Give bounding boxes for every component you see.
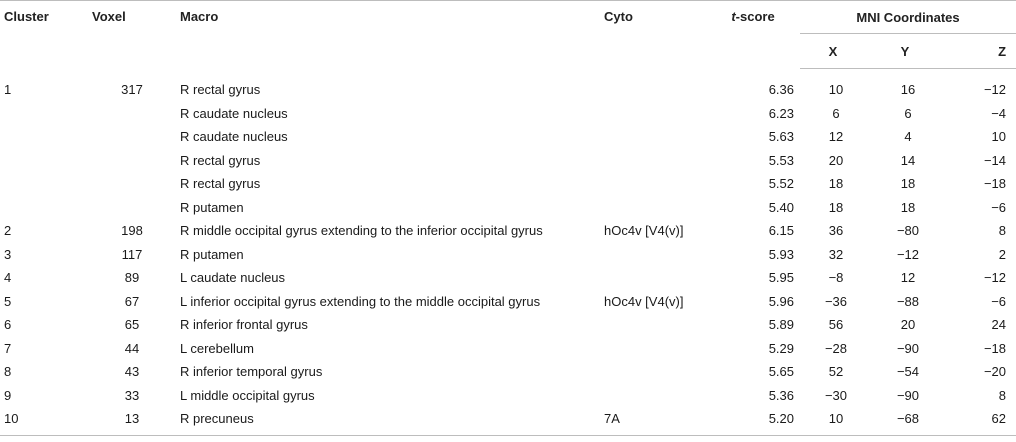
cell-y: −88 [896, 293, 920, 309]
cell-y: 18 [900, 199, 916, 215]
cell-macro: L cerebellum [180, 340, 254, 356]
cell-voxel: 13 [88, 407, 176, 435]
cell-voxel [88, 149, 176, 173]
cell-cluster: 1 [4, 82, 12, 97]
header-macro: Macro [176, 1, 600, 69]
cell-macro: R rectal gyrus [180, 82, 261, 97]
cell-cluster: 5 [4, 293, 12, 309]
cell-tscore: 5.36 [768, 387, 794, 403]
cell-voxel: 317 [121, 82, 143, 97]
header-cluster: Cluster [0, 1, 88, 69]
table-row [0, 196, 1016, 220]
cell-z: 2 [998, 246, 1007, 262]
cell-tscore: 5.95 [768, 270, 794, 286]
cell-voxel: 117 [121, 246, 143, 262]
cell-cyto [600, 172, 706, 196]
cell-macro: R inferior temporal gyrus [180, 364, 323, 380]
header-mni-coordinates: MNI Coordinates [800, 1, 1016, 34]
cell-y: −80 [896, 223, 920, 239]
header-tscore-t: t [731, 9, 736, 24]
cell-y: −90 [896, 387, 920, 403]
cell-macro: R putamen [180, 246, 244, 262]
cell-x: −28 [824, 340, 848, 356]
cell-x: 20 [828, 152, 844, 168]
cell-z: −14 [983, 152, 1007, 168]
cell-x: 10 [828, 82, 844, 98]
cell-z: 8 [998, 223, 1007, 239]
cell-tscore: 5.93 [768, 246, 794, 262]
cell-cyto [600, 360, 706, 384]
cell-z: 8 [998, 387, 1007, 403]
table-row [0, 219, 1016, 243]
table-row [0, 360, 1016, 384]
cell-voxel: 33 [124, 387, 140, 403]
table-row [0, 337, 1016, 361]
cell-x: 10 [800, 407, 872, 435]
cell-macro: R caudate nucleus [180, 129, 288, 145]
cell-z: −12 [983, 270, 1007, 286]
header-z: Z [944, 34, 1016, 69]
cell-y: −68 [872, 407, 944, 435]
cell-tscore: 5.29 [768, 340, 794, 356]
cell-z: 10 [991, 129, 1007, 145]
cell-cluster: 10 [0, 407, 88, 435]
cell-cluster [0, 102, 88, 126]
cell-y: 4 [904, 129, 912, 145]
cell-y: 18 [900, 176, 916, 192]
table-row [0, 266, 1016, 290]
cell-x: 52 [828, 364, 844, 380]
cell-x: 18 [828, 199, 844, 215]
cell-tscore: 5.63 [768, 129, 794, 145]
cell-voxel: 67 [124, 293, 140, 309]
cell-macro: L caudate nucleus [180, 270, 286, 286]
table-row [0, 290, 1016, 314]
header-y: Y [872, 34, 944, 69]
cell-cluster: 8 [4, 364, 12, 380]
header-voxel: Voxel [88, 1, 176, 69]
cell-x: −30 [824, 387, 848, 403]
cell-tscore: 5.89 [768, 317, 794, 333]
cell-cluster [0, 172, 88, 196]
table-row [0, 384, 1016, 408]
header-tscore-rest: -score [735, 9, 775, 24]
cell-x: 36 [828, 223, 844, 239]
cell-macro: R middle occipital gyrus extending to the inferior occipital gyrus [180, 223, 543, 239]
table-row [0, 243, 1016, 267]
table-row [0, 407, 1016, 435]
cell-macro: R caudate nucleus [180, 105, 288, 121]
cell-cluster [0, 196, 88, 220]
cell-cyto [600, 196, 706, 220]
cell-cyto: 7A [600, 407, 706, 435]
cell-tscore: 6.15 [768, 223, 794, 239]
cell-x: 18 [828, 176, 844, 192]
cell-z: 24 [991, 317, 1007, 333]
cell-y: 16 [900, 82, 916, 98]
cell-voxel [88, 196, 176, 220]
table-row [0, 313, 1016, 337]
header-tscore [706, 1, 800, 69]
cell-cluster: 6 [4, 317, 12, 333]
cell-z: −6 [991, 199, 1007, 215]
cell-voxel [88, 125, 176, 149]
cell-macro: R precuneus [176, 407, 600, 435]
cell-macro: R rectal gyrus [180, 176, 261, 192]
cell-tscore: 5.65 [768, 364, 794, 380]
cell-z: −12 [983, 82, 1007, 98]
cell-y: 6 [904, 105, 912, 121]
cell-cyto [600, 149, 706, 173]
cell-tscore: 5.96 [768, 293, 794, 309]
cell-cluster: 3 [4, 246, 12, 262]
cell-z: 62 [944, 407, 1016, 435]
table-header [0, 1, 1016, 69]
cell-cluster: 9 [4, 387, 12, 403]
cell-voxel: 198 [121, 223, 143, 239]
cell-tscore: 6.36 [768, 82, 794, 97]
cell-tscore: 5.20 [706, 407, 800, 435]
cell-cluster: 4 [4, 270, 12, 286]
table-row [0, 69, 1016, 102]
cell-voxel: 44 [124, 340, 140, 356]
cell-x: 12 [828, 129, 844, 145]
cell-z: −18 [983, 176, 1007, 192]
cell-cyto [600, 384, 706, 408]
cell-cyto: hOc4v [V4(v)] [604, 223, 684, 239]
cell-cluster [0, 149, 88, 173]
cell-voxel: 43 [124, 364, 140, 380]
cell-y: −54 [896, 364, 920, 380]
cell-tscore: 6.23 [768, 105, 794, 121]
cell-y: 12 [900, 270, 916, 286]
cell-voxel: 89 [124, 270, 140, 286]
cell-x: 56 [828, 317, 844, 333]
cell-y: −90 [896, 340, 920, 356]
cell-z: −18 [983, 340, 1007, 356]
cell-cyto [600, 313, 706, 337]
cell-cyto [600, 69, 706, 102]
cell-cyto [600, 266, 706, 290]
cell-x: 32 [828, 246, 844, 262]
cell-voxel [88, 172, 176, 196]
cell-y: 20 [900, 317, 916, 333]
cell-voxel: 65 [124, 317, 140, 333]
cell-cyto: hOc4v [V4(v)] [604, 293, 684, 309]
cell-cyto [600, 243, 706, 267]
cell-tscore: 5.40 [768, 199, 794, 215]
table-row [0, 172, 1016, 196]
cell-cluster [0, 125, 88, 149]
cell-cluster: 7 [4, 340, 12, 356]
cell-cyto [600, 125, 706, 149]
cell-voxel [88, 102, 176, 126]
cell-macro: R putamen [180, 199, 244, 215]
cell-macro: R rectal gyrus [180, 152, 261, 168]
cell-x: −8 [828, 270, 844, 286]
cell-tscore: 5.52 [768, 176, 794, 192]
table-body [0, 69, 1016, 436]
cell-z: −20 [983, 364, 1007, 380]
cell-cyto [600, 102, 706, 126]
cell-y: 14 [900, 152, 916, 168]
cell-cluster: 2 [4, 223, 12, 239]
header-cyto: Cyto [600, 1, 706, 69]
cell-y: −12 [896, 246, 920, 262]
table-row [0, 149, 1016, 173]
cell-z: −6 [991, 293, 1007, 309]
cell-macro: R inferior frontal gyrus [180, 317, 308, 333]
cell-z: −4 [991, 105, 1007, 121]
cell-x: 6 [832, 105, 840, 121]
cell-tscore: 5.53 [768, 152, 794, 168]
table-row [0, 102, 1016, 126]
cell-cyto [600, 337, 706, 361]
cell-macro: L middle occipital gyrus [180, 387, 315, 403]
cell-x: −36 [824, 293, 848, 309]
cell-macro: L inferior occipital gyrus extending to the middle occipital gyrus [180, 293, 541, 309]
header-x: X [800, 34, 872, 69]
table-row [0, 125, 1016, 149]
